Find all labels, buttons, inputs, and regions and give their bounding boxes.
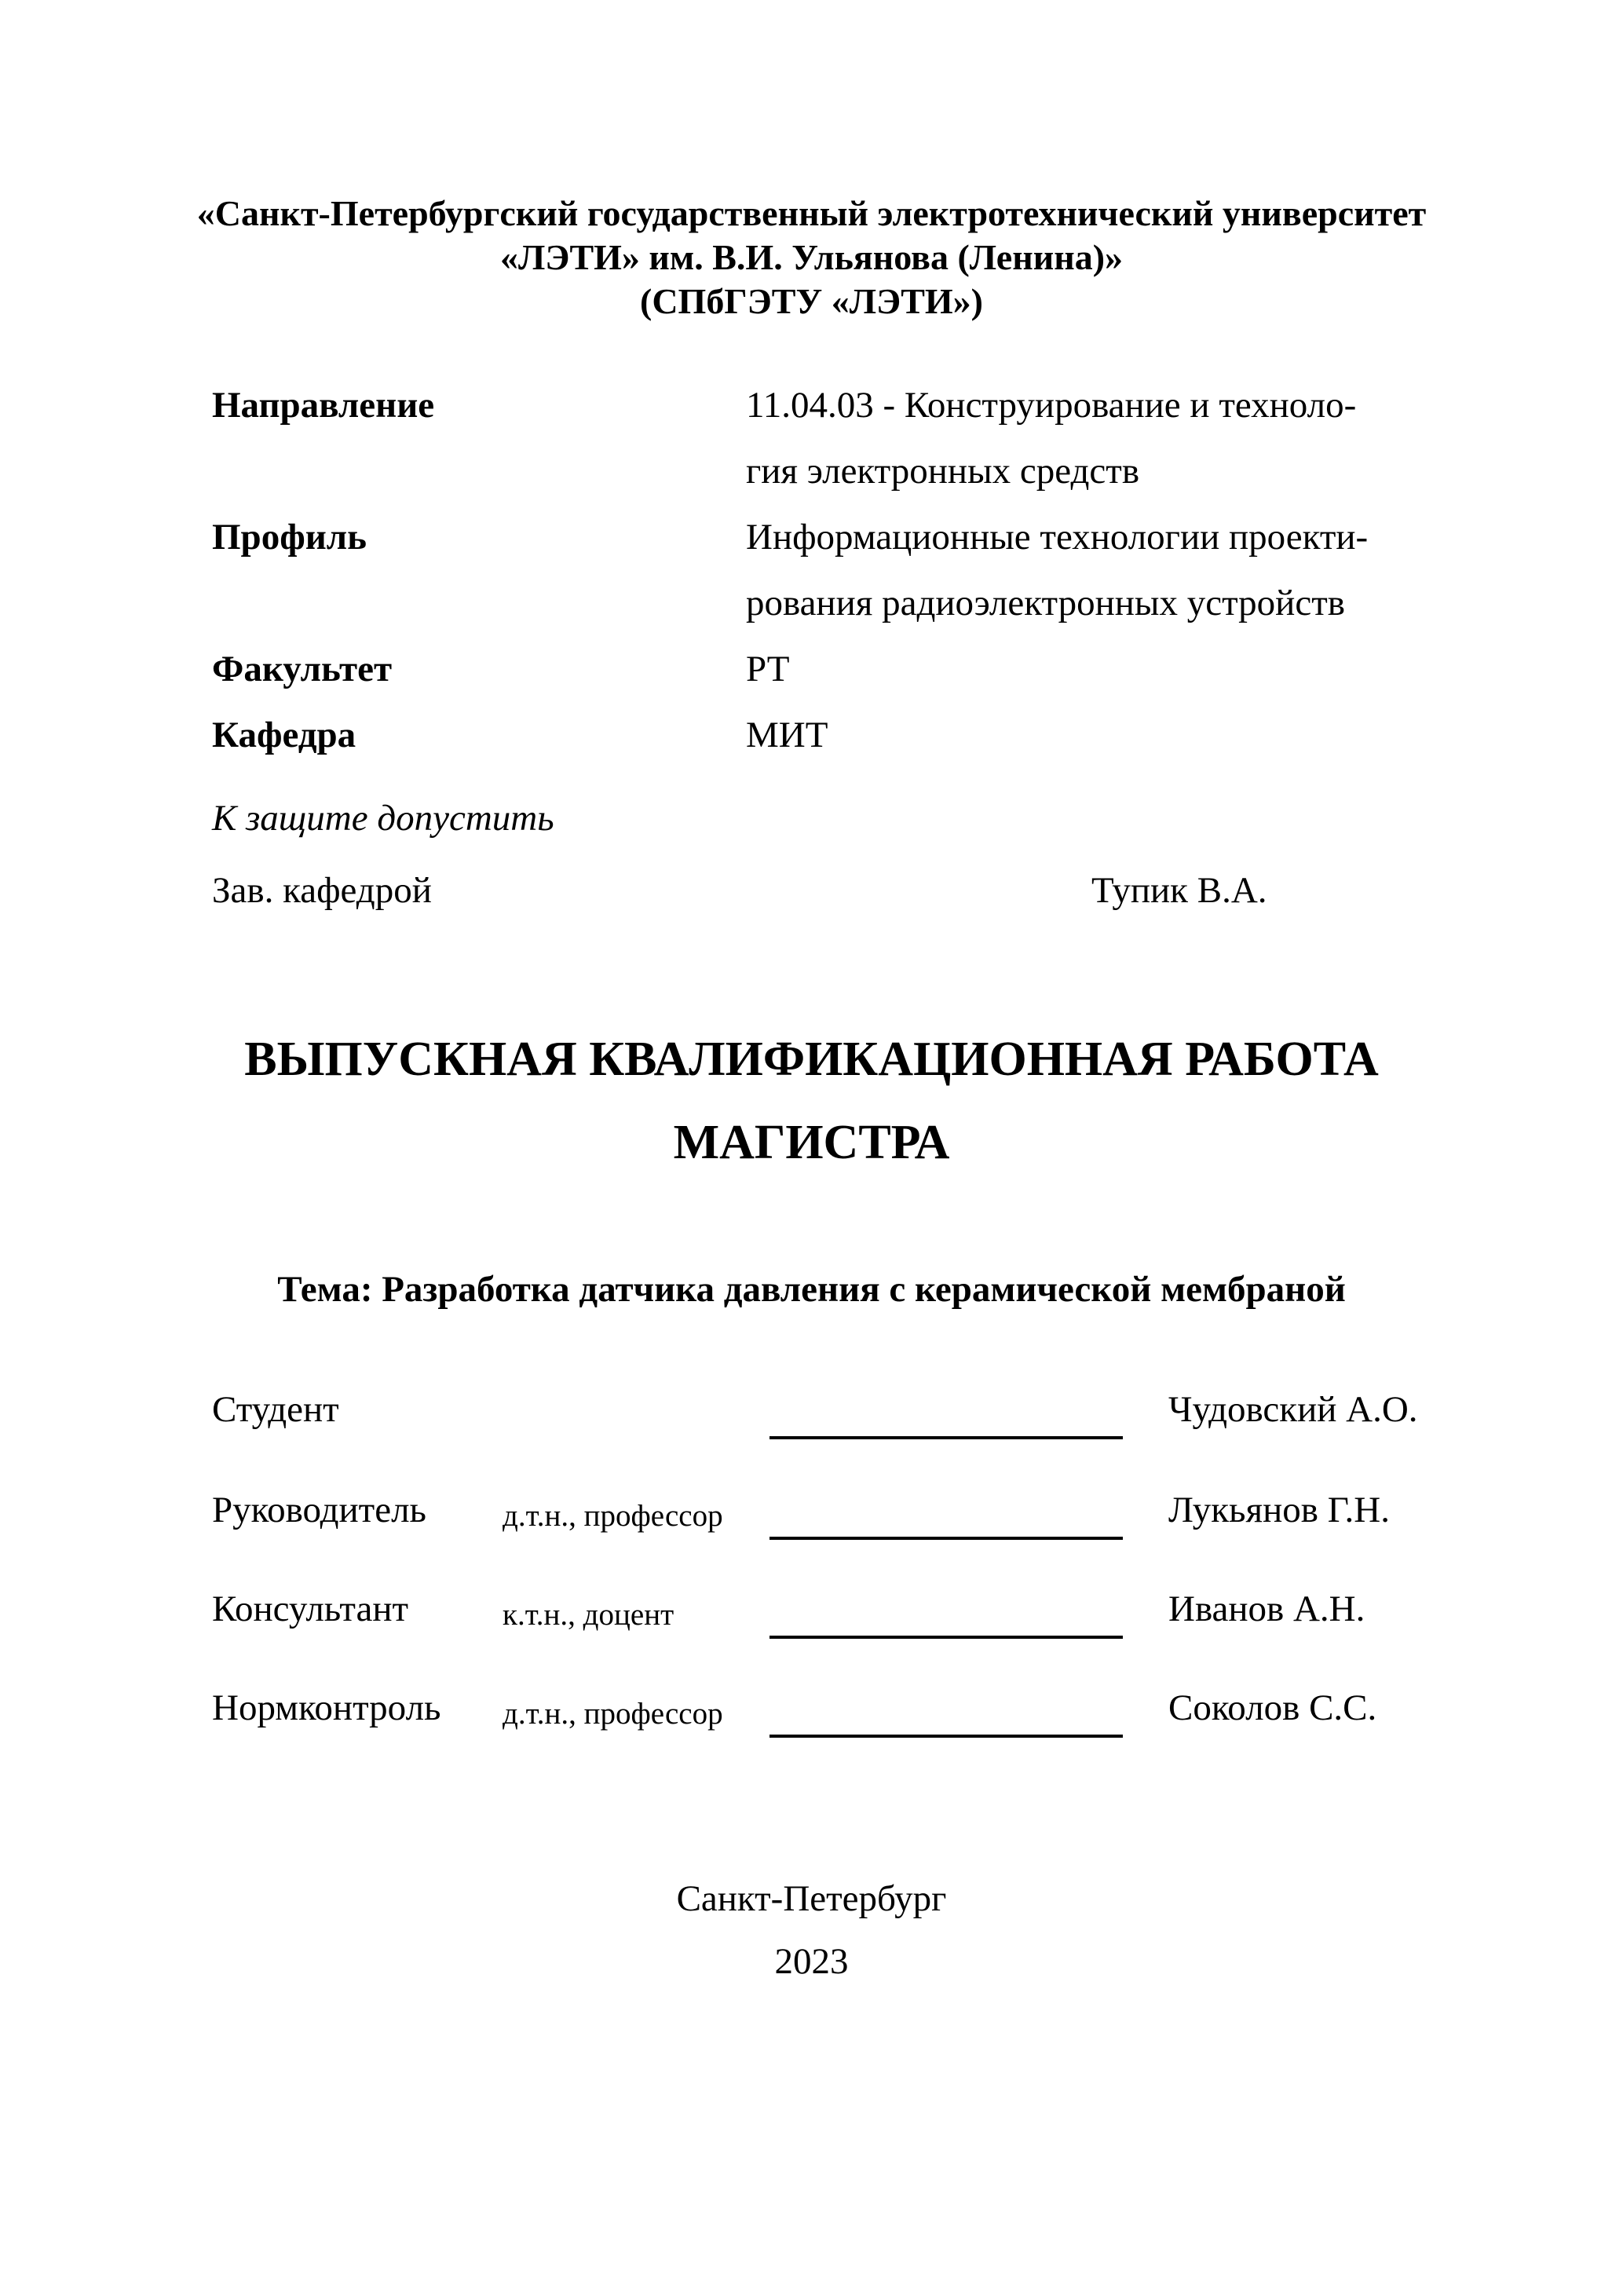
university-name-line: «Санкт-Петербургский государственный электротехнический университет (196, 193, 1427, 233)
field-label-faculty: Факультет (212, 649, 393, 689)
page-title-line2: МАГИСТРА (673, 1116, 950, 1169)
field-label-department: Кафедра (212, 715, 356, 755)
field-spacer (212, 570, 746, 636)
field-value-direction-line1: 11.04.03 - Конструирование и техноло- (746, 385, 1357, 426)
signature-qualification: к.т.н., доцент (503, 1598, 674, 1632)
field-value-faculty: РТ (746, 649, 790, 689)
signature-name: Соколов С.С. (1168, 1687, 1377, 1728)
program-fields (212, 372, 1515, 768)
signature-name: Чудовский А.О. (1168, 1389, 1418, 1430)
footer-year: 2023 (774, 1941, 849, 1982)
signature-role: Студент (212, 1389, 339, 1430)
signature-role: Консультант (212, 1589, 409, 1629)
university-header (0, 192, 1623, 324)
field-value-department: МИТ (746, 715, 828, 755)
signature-line (769, 1436, 1123, 1439)
signature-line (769, 1537, 1123, 1540)
page-title (0, 1018, 1623, 1184)
field-value-profile-line2: рования радиоэлектронных устройств (746, 583, 1345, 623)
signature-line (769, 1636, 1123, 1639)
signature-name: Лукьянов Г.Н. (1168, 1490, 1390, 1530)
footer-city: Санкт-Петербург (676, 1878, 947, 1919)
university-abbreviation-line: (СПбГЭТУ «ЛЭТИ») (640, 281, 983, 321)
department-head-label: Зав. кафедрой (212, 870, 432, 911)
signature-row-consultant (0, 1576, 1623, 1651)
university-name-line: «ЛЭТИ» им. В.И. Ульянова (Ленина)» (499, 237, 1124, 277)
admission-note: К защите допустить (212, 798, 554, 839)
department-head-row (0, 857, 1623, 923)
signature-name: Иванов А.Н. (1168, 1589, 1365, 1629)
field-spacer (212, 438, 746, 504)
signature-row-student (0, 1377, 1623, 1452)
field-label-profile: Профиль (212, 517, 367, 558)
field-value-direction-line2: гия электронных средств (746, 451, 1140, 492)
field-label-direction: Направление (212, 385, 435, 426)
signature-role: Нормконтроль (212, 1687, 441, 1728)
page-title-line1: ВЫПУСКНАЯ КВАЛИФИКАЦИОННАЯ РАБОТА (244, 1033, 1379, 1086)
signature-row-normcontrol (0, 1675, 1623, 1750)
thesis-topic: Тема: Разработка датчика давления с керамической мембраной (277, 1269, 1346, 1310)
signature-row-supervisor (0, 1477, 1623, 1552)
department-head-name: Тупик В.А. (1091, 870, 1267, 911)
signature-qualification: д.т.н., профессор (503, 1499, 723, 1533)
field-value-profile-line1: Информационные технологии проекти- (746, 517, 1369, 558)
signature-qualification: д.т.н., профессор (503, 1697, 723, 1731)
footer (0, 1867, 1623, 1993)
signature-role: Руководитель (212, 1490, 426, 1530)
signature-line (769, 1735, 1123, 1738)
